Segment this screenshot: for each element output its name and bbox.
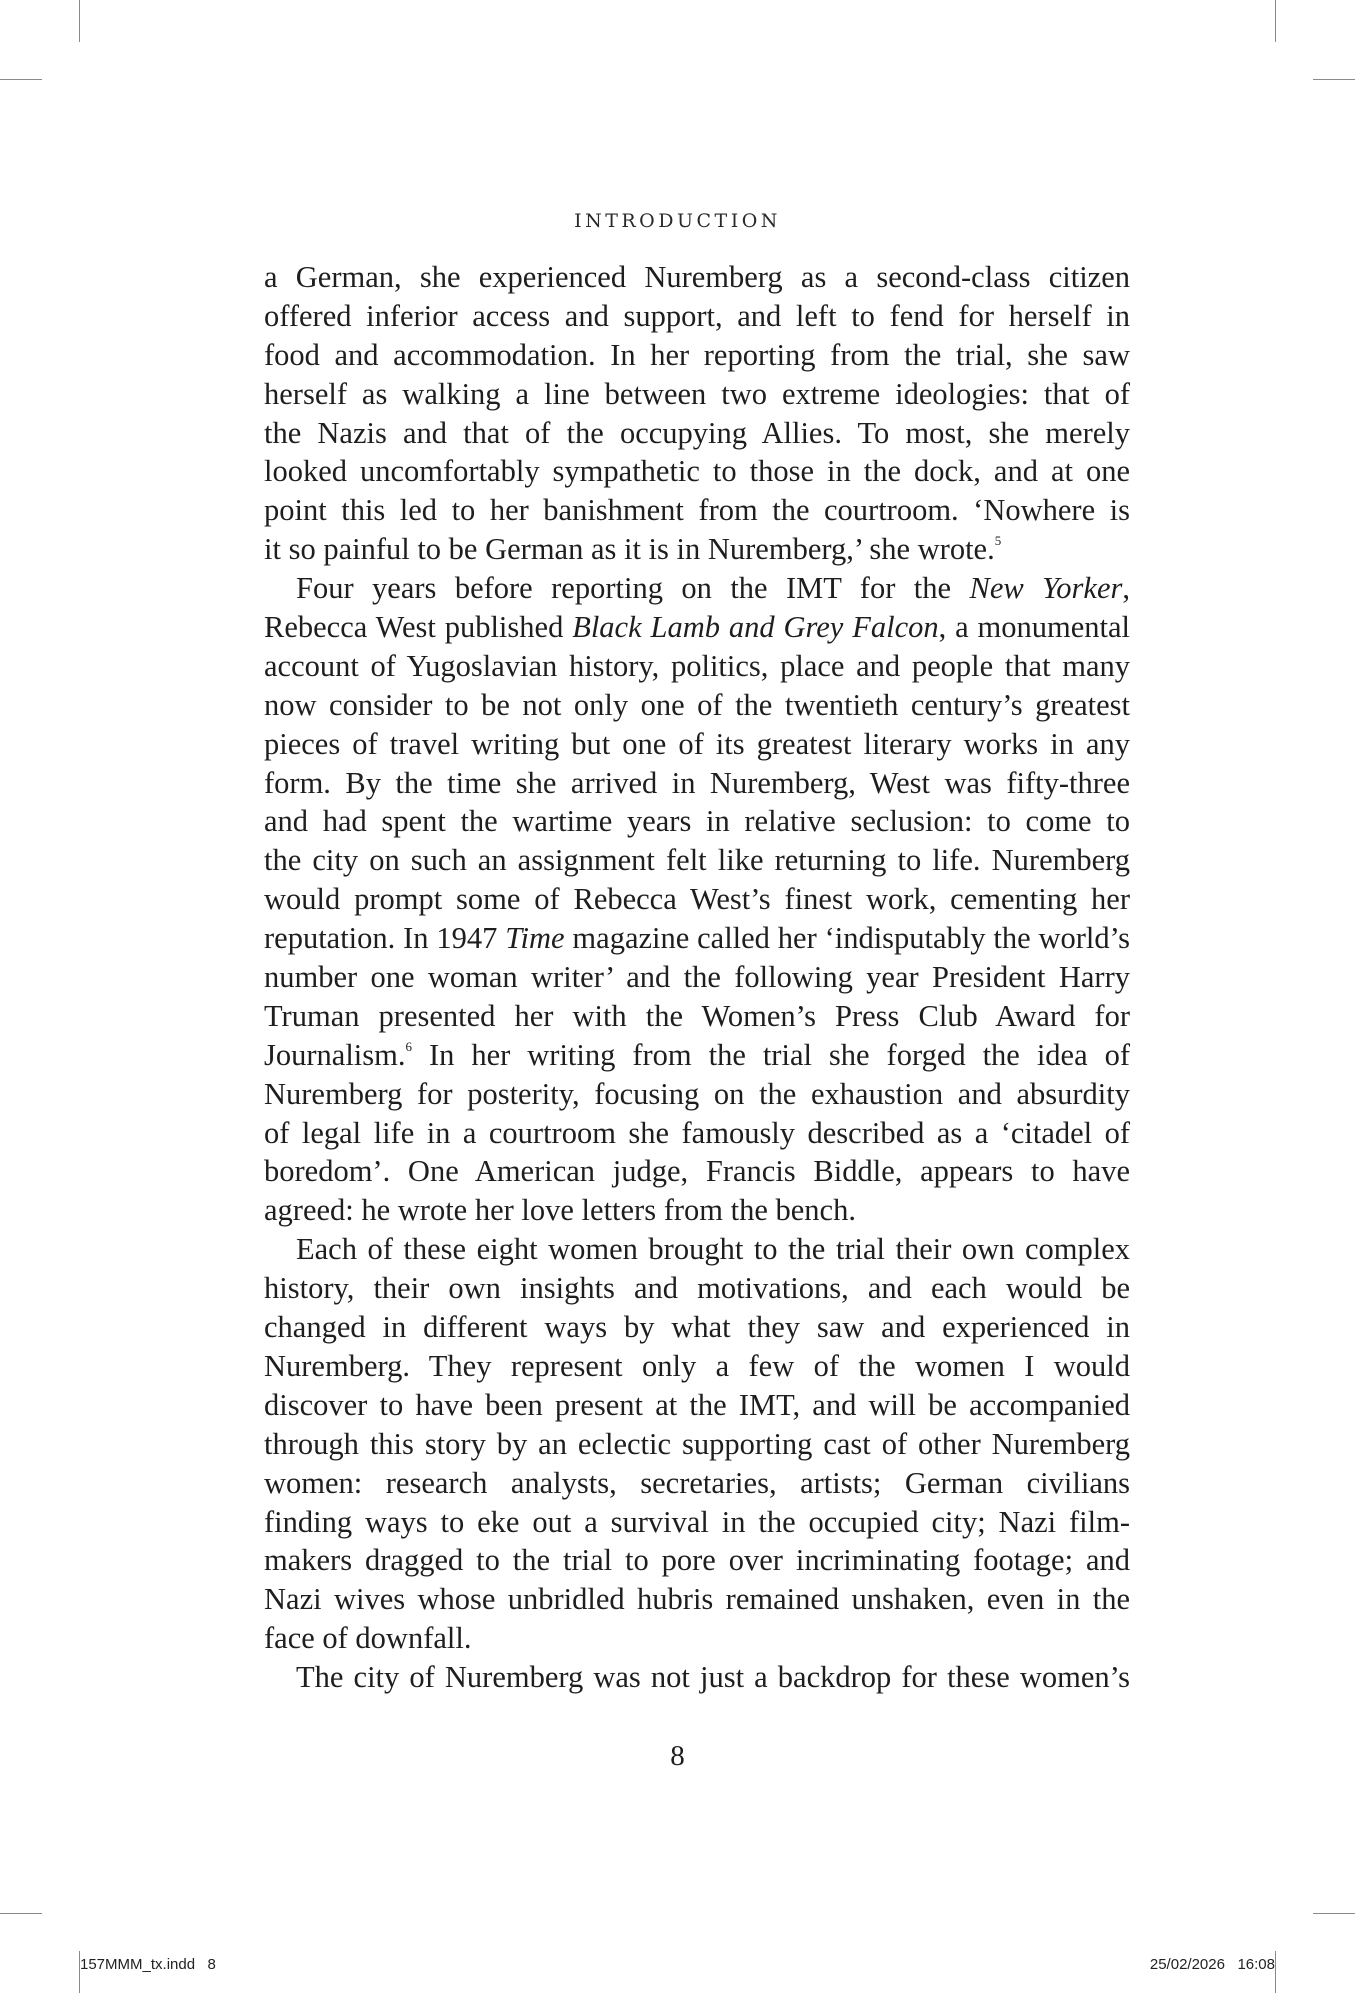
text-line: of legal life in a courtroom she famously described as a ‘citadel of: [264, 1115, 1130, 1150]
text-line: agreed: he wrote her love letters from the bench.: [264, 1193, 856, 1228]
crop-mark-top-right-h: [1313, 79, 1355, 80]
text-segment: Journalism.: [264, 1037, 406, 1072]
text-line: a German, she experienced Nuremberg as a second-class citizen: [264, 260, 1130, 294]
text-line: Each of these eight women brought to the trial their own complex: [296, 1232, 1130, 1267]
text-line: the Nazis and that of the occupying Allies. To most, she merely: [264, 415, 1130, 450]
text-line: Truman presented her with the Women’s Press Club Award for: [264, 998, 1130, 1033]
text-line: The city of Nuremberg was not just a backdrop for these women’s: [296, 1660, 1130, 1695]
italic-title: Black Lamb and Grey Falcon: [572, 610, 939, 645]
text-segment: Rebecca West published: [264, 610, 573, 645]
text-line: now consider to be not only one of the twentieth century’s greatest: [264, 687, 1130, 722]
text-line: the city on such an assignment felt like returning to life. Nuremberg: [264, 843, 1130, 878]
text-line: face of downfall.: [264, 1621, 472, 1656]
text-segment: reputation. In 1947: [264, 921, 506, 956]
text-line: form. By the time she arrived in Nuremberg, West was fifty-three: [264, 765, 1130, 800]
slug-filename: 157MMM_tx.indd 8: [80, 1956, 216, 1973]
text-line: makers dragged to the trial to pore over incriminating footage; and: [264, 1543, 1130, 1578]
text-line: number one woman writer’ and the following year President Harry: [264, 960, 1130, 995]
text-line: pieces of travel writing but one of its greatest literary works in any: [264, 726, 1130, 761]
text-line: [264, 1036, 1130, 1075]
paragraph-3: [264, 1230, 1130, 1658]
italic-title: Time: [505, 921, 565, 956]
paragraph-4: [264, 1658, 1130, 1697]
running-head: INTRODUCTION: [574, 210, 781, 232]
italic-title: New Yorker: [969, 571, 1123, 606]
text-segment: , a monumental: [938, 610, 1130, 645]
footnote-ref: 6: [405, 1038, 412, 1054]
text-line: boredom’. One American judge, Francis Biddle, appears to have: [264, 1154, 1130, 1189]
text-line: history, their own insights and motivations, and each would be: [264, 1271, 1130, 1306]
paragraph-1: [264, 258, 1130, 569]
text-line: herself as walking a line between two extreme ideologies: that of: [264, 376, 1130, 411]
text-line: offered inferior access and support, and left to fend for herself in: [264, 298, 1130, 333]
text-line: Nazi wives whose unbridled hubris remained unshaken, even in the: [264, 1582, 1130, 1617]
text-line: women: research analysts, secretaries, artists; German civilians: [264, 1465, 1130, 1500]
text-line: through this story by an eclectic supporting cast of other Nuremberg: [264, 1426, 1130, 1461]
text-segment: ,: [1122, 571, 1130, 606]
crop-mark-top-left-h: [0, 79, 42, 80]
paragraph-2: [264, 569, 1130, 1230]
text-line: would prompt some of Rebecca West’s finest work, cementing her: [264, 882, 1130, 917]
text-line: food and accommodation. In her reporting from the trial, she saw: [264, 337, 1130, 372]
text-line: finding ways to eke out a survival in the occupied city; Nazi film-: [264, 1504, 1130, 1539]
text-line: Nuremberg for posterity, focusing on the exhaustion and absurdity: [264, 1076, 1130, 1111]
text-segment: it so painful to be German as it is in Nuremberg,’ she wrote.: [264, 532, 995, 567]
text-segment: In her writing from the trial she forged the idea of: [411, 1037, 1130, 1072]
crop-mark-bottom-right: [1275, 1951, 1276, 1993]
crop-mark-bottom-left-h: [0, 1913, 42, 1914]
text-line: looked uncomfortably sympathetic to those in the dock, and at one: [264, 454, 1130, 489]
slug-datetime: 25/02/2026 16:08: [1149, 1956, 1275, 1973]
text-line: account of Yugoslavian history, politics, place and people that many: [264, 648, 1130, 683]
crop-mark-top-right: [1275, 0, 1276, 42]
text-line: changed in different ways by what they saw and experienced in: [264, 1310, 1130, 1345]
text-line: discover to have been present at the IMT, and will be accompanied: [264, 1387, 1130, 1422]
text-line: [264, 919, 1130, 958]
text-line: point this led to her banishment from the courtroom. ‘Nowhere is: [264, 493, 1130, 528]
body-text: [264, 258, 1130, 1697]
page-number: 8: [670, 1740, 685, 1772]
text-segment: magazine called her ‘indisputably the world’s: [564, 921, 1131, 956]
text-line: and had spent the wartime years in relative seclusion: to come to: [264, 804, 1130, 839]
crop-mark-top-left: [79, 0, 80, 42]
crop-mark-bottom-right-h: [1313, 1913, 1355, 1914]
text-line: Nuremberg. They represent only a few of the women I would: [264, 1348, 1130, 1383]
text-segment: Four years before reporting on the IMT for the: [296, 571, 970, 606]
text-line: [264, 569, 1130, 608]
text-line: [264, 608, 1130, 647]
footnote-ref: 5: [994, 533, 1002, 549]
text-line: [264, 530, 1130, 569]
